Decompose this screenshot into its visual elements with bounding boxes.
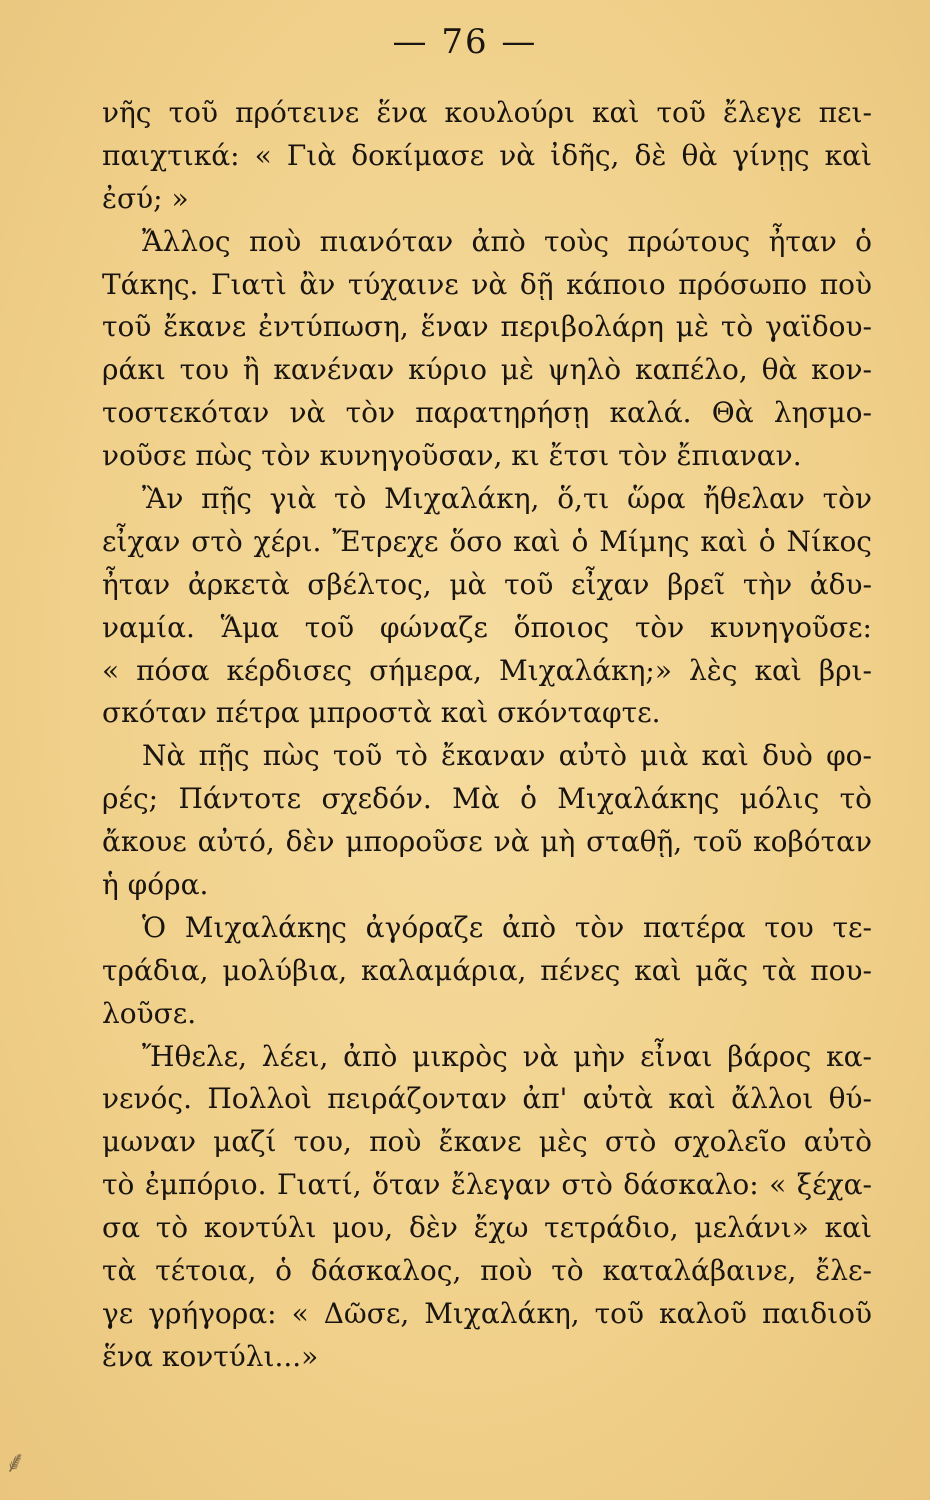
text-line: σκόταν πέτρα μπροστὰ καὶ σκόνταφτε. [102, 696, 661, 730]
paragraph-start-line: Νὰ πῇς πὼς τοῦ τὸ ἔκαναν αὐτὸ μιὰ καὶ δυὸ φο- [142, 739, 872, 773]
ink-smudge-mark: ⸙ [4, 1445, 27, 1480]
text-line: τοῦ ἔκανε ἐντύπωση, ἕναν περιβολάρη μὲ τὸ γαϊδου- [102, 310, 872, 344]
text-line: τὰ τέτοια, ὁ δάσκαλος, ποὺ τὸ καταλάβαινε, ἔλε- [102, 1254, 872, 1288]
paragraph-start-line: Ἄλλος ποὺ πιανόταν ἀπὸ τοὺς πρώτους ἦταν ὁ [142, 224, 872, 258]
paragraph-start-line: Ἂν πῇς γιὰ τὸ Μιχαλάκη, ὅ,τι ὥρα ἤθελαν τὸν [142, 482, 872, 516]
text-line: νῆς τοῦ πρότεινε ἕνα κουλούρι καὶ τοῦ ἔλεγε πει- [102, 96, 872, 129]
text-line: εἶχαν στὸ χέρι. Ἔτρεχε ὅσο καὶ ὁ Μίμης καὶ ὁ Νίκος [102, 524, 872, 558]
body-text [102, 92, 872, 1379]
text-line: γε γρήγορα: « Δῶσε, Μιχαλάκη, τοῦ καλοῦ παιδιοῦ [102, 1296, 872, 1330]
text-line: ἐσύ; » [102, 181, 189, 215]
text-line: λοῦσε. [102, 996, 197, 1030]
text-line: τράδια, μολύβια, καλαμάρια, πένες καὶ μᾶς τὰ που- [102, 953, 872, 987]
text-line: σα τὸ κοντύλι μου, δὲν ἔχω τετράδιο, μελάνι» καὶ [102, 1211, 872, 1245]
text-line: ἄκουε αὐτό, δὲν μποροῦσε νὰ μὴ σταθῇ, τοῦ κοβόταν [102, 825, 872, 859]
paragraph-start-line: Ἤθελε, λέει, ἀπὸ μικρὸς νὰ μὴν εἶναι βάρος κα- [142, 1039, 872, 1073]
text-line: « πόσα κέρδισες σήμερα, Μιχαλάκη;» λὲς καὶ βρι- [102, 653, 872, 687]
text-line: Τάκης. Γιατὶ ἂν τύχαινε νὰ δῇ κάποιο πρόσωπο ποὺ [102, 267, 872, 301]
paragraph-start-line: Ὁ Μιχαλάκης ἀγόραζε ἀπὸ τὸν πατέρα του τε- [142, 910, 872, 944]
text-line: μωναν μαζί του, ποὺ ἔκανε μὲς στὸ σχολεῖο αὐτὸ [102, 1125, 872, 1159]
text-line: ἕνα κοντύλι...» [102, 1339, 319, 1373]
text-line: παιχτικά: « Γιὰ δοκίμασε νὰ ἰδῆς, δὲ θὰ γίνῃς καὶ [102, 138, 872, 172]
text-line: ἦταν ἀρκετὰ σβέλτος, μὰ τοῦ εἶχαν βρεῖ τὴν ἀδυ- [102, 567, 872, 601]
text-line: τὸ ἐμπόριο. Γιατί, ὅταν ἔλεγαν στὸ δάσκαλο: « ξέχα- [102, 1168, 872, 1202]
text-line: ἡ φόρα. [102, 868, 209, 902]
text-line: ράκι του ἢ κανέναν κύριο μὲ ψηλὸ καπέλο, θὰ κον- [102, 353, 872, 387]
text-line: νοῦσε πὼς τὸν κυνηγοῦσαν, κι ἔτσι τὸν ἔπιαναν. [102, 439, 802, 473]
text-line: τοστεκόταν νὰ τὸν παρατηρήσῃ καλά. Θὰ λησμο- [102, 396, 872, 430]
text-line: ρές; Πάντοτε σχεδόν. Μὰ ὁ Μιχαλάκης μόλις τὸ [102, 782, 872, 816]
page-number: — 76 — [392, 22, 538, 62]
text-line: ναμία. Ἅμα τοῦ φώναζε ὅποιος τὸν κυνηγοῦσε: [102, 610, 872, 644]
text-line: νενός. Πολλοὶ πειράζονταν ἀπ' αὐτὰ καὶ ἄλλοι θύ- [102, 1082, 872, 1116]
